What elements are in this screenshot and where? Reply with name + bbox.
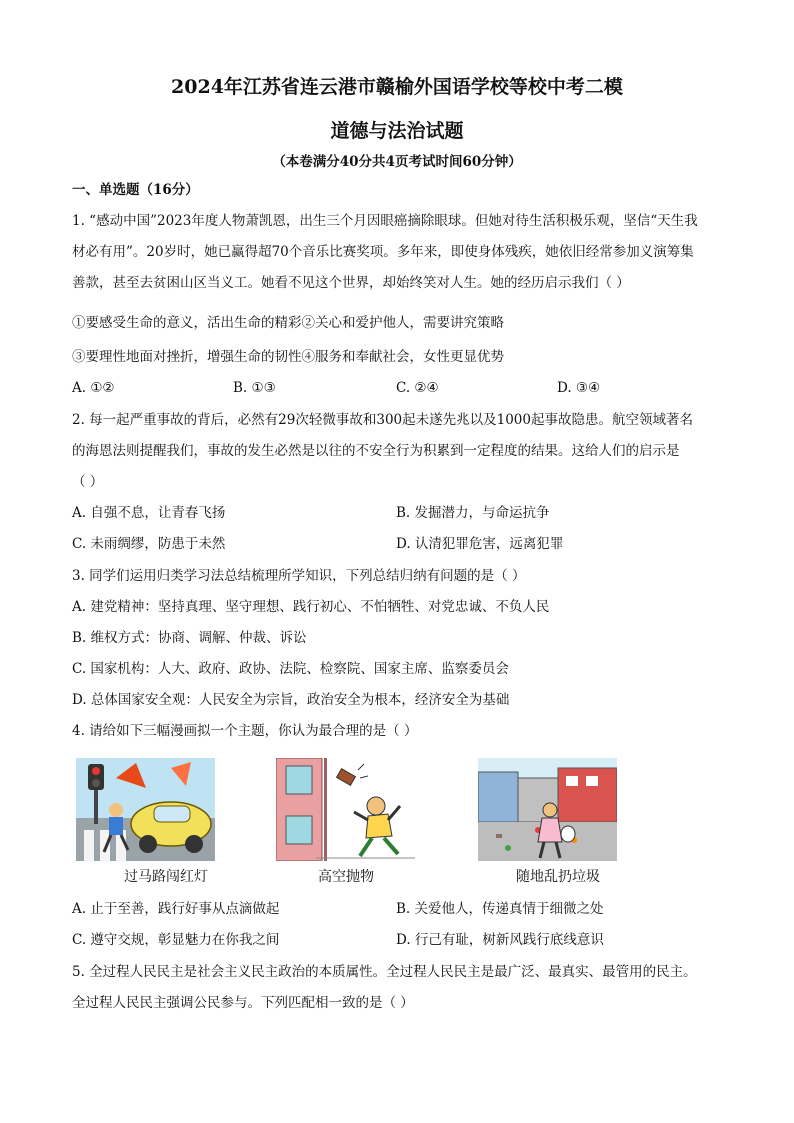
- q1-option-c: C. ②④: [396, 380, 439, 396]
- q3-option-b: B. 维权方式：协商、调解、仲裁、诉讼: [72, 630, 307, 646]
- q1-line: 善款，甚至去贫困山区当义工。她看不见这个世界，却始终笑对人生。她的经历启示我们（ ）: [72, 275, 630, 291]
- q5-line: 全过程人民民主强调公民参与。下列匹配相一致的是（ ）: [72, 995, 414, 1011]
- q2-line: （ ）: [72, 474, 104, 490]
- q4-option-d: D. 行己有耻，树新风践行底线意识: [396, 932, 604, 948]
- q2-option-d: D. 认清犯罪危害，远离犯罪: [396, 536, 564, 552]
- q1-line: 材必有用”。20岁时，她已赢得超70个音乐比赛奖项。多年来，即使身体残疾，她依旧经常参加义演筹集: [72, 244, 694, 260]
- caption-high-throw: 高空抛物: [318, 869, 374, 885]
- exam-note: （本卷满分40分共4页考试时间60分钟）: [272, 154, 522, 170]
- cartoon-high-throw-art: [276, 758, 415, 861]
- exam-title: 2024年江苏省连云港市赣榆外国语学校等校中考二模: [171, 76, 623, 98]
- q5-line: 5. 全过程人民民主是社会主义民主政治的本质属性。全过程人民民主是最广泛、最真实、最管用的民主。: [72, 964, 697, 980]
- q3-option-c: C. 国家机构：人大、政府、政协、法院、检察院、国家主席、监察委员会: [72, 661, 509, 677]
- q1-option-a: A. ①②: [72, 380, 115, 396]
- q4-option-c: C. 遵守交规，彰显魅力在你我之间: [72, 932, 280, 948]
- q2-line: 2. 每一起严重事故的背后，必然有29次轻微事故和300起未遂先兆以及1000起事故隐患。航空领域著名: [72, 412, 693, 428]
- exam-subject: 道德与法治试题: [330, 120, 464, 142]
- q3-option-d: D. 总体国家安全观：人民安全为宗旨，政治安全为根本，经济安全为基础: [72, 692, 510, 708]
- cartoon-red-light-art: [76, 758, 215, 861]
- q3-line: 3. 同学们运用归类学习法总结梳理所学知识，下列总结归纳有问题的是（ ）: [72, 568, 526, 584]
- q1-option-d: D. ③④: [557, 380, 601, 396]
- q2-option-a: A. 自强不息，让青春飞扬: [72, 505, 226, 521]
- cartoon-red-light: [76, 758, 215, 861]
- cartoon-high-throw: [276, 758, 415, 861]
- q1-statement: ③要理性地面对挫折，增强生命的韧性④服务和奉献社会，女性更显优势: [72, 349, 504, 365]
- q1-option-b: B. ①③: [233, 380, 276, 396]
- cartoon-littering: [478, 758, 617, 861]
- caption-littering: 随地乱扔垃圾: [516, 869, 600, 885]
- section-heading: 一、单选题（16分）: [72, 182, 199, 198]
- caption-red-light: 过马路闯红灯: [124, 869, 208, 885]
- q1-line: 1. “感动中国”2023年度人物萧凯恩，出生三个月因眼癌摘除眼球。但她对待生活积极乐观，坚信“天生我: [72, 213, 698, 229]
- q1-statement: ①要感受生命的意义，活出生命的精彩②关心和爱护他人，需要讲究策略: [72, 315, 504, 331]
- q2-option-c: C. 未雨绸缪，防患于未然: [72, 536, 226, 552]
- q2-option-b: B. 发掘潜力，与命运抗争: [396, 505, 550, 521]
- q3-option-a: A. 建党精神：坚持真理、坚守理想、践行初心、不怕牺牲、对党忠诚、不负人民: [72, 599, 550, 615]
- q4-line: 4. 请给如下三幅漫画拟一个主题，你认为最合理的是（ ）: [72, 723, 418, 739]
- q4-option-a: A. 止于至善，践行好事从点滴做起: [72, 901, 280, 917]
- q4-option-b: B. 关爱他人，传递真情于细微之处: [396, 901, 604, 917]
- q2-line: 的海恩法则提醒我们，事故的发生必然是以往的不安全行为积累到一定程度的结果。这给人们的启示是: [72, 443, 680, 459]
- cartoon-littering-art: [478, 758, 617, 861]
